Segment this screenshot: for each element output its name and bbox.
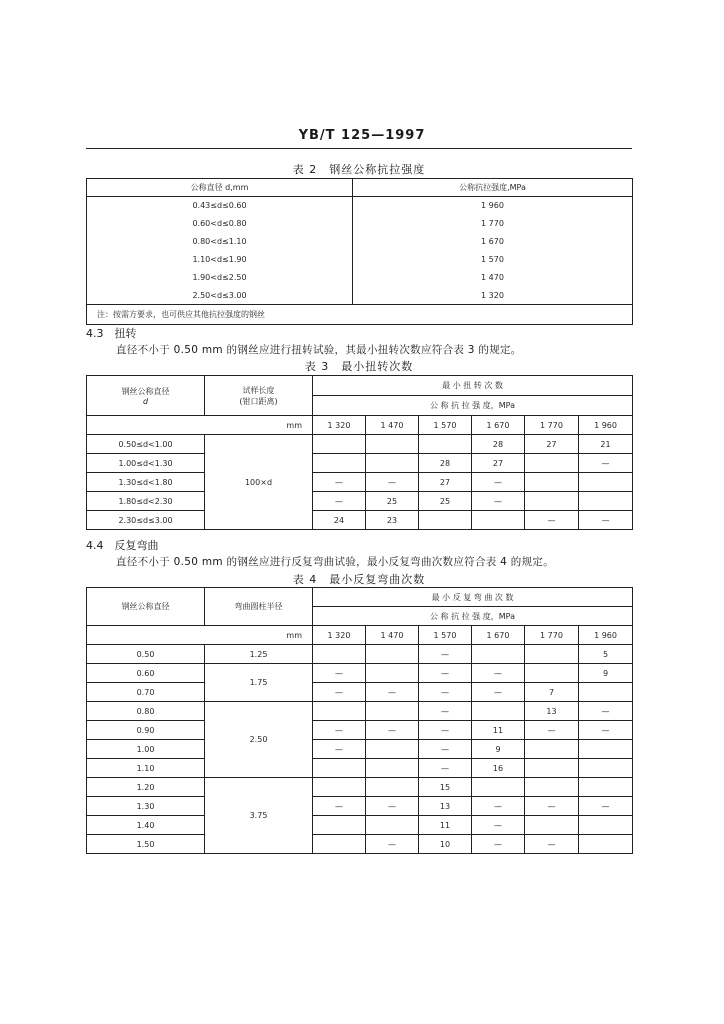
table2-header-diameter: 公称直径 d,mm [87,179,353,197]
table4-cell [579,835,633,854]
table4-cell: — [366,835,419,854]
table4-cell [472,778,525,797]
table3-header-length-label: 试样长度 [242,385,275,395]
table4-cell: — [313,664,366,683]
table4-cell: — [419,645,472,664]
table4-caption: 表 4 最小反复弯曲次数 [292,573,426,586]
table4-cell [313,816,366,835]
table4-cell [472,702,525,721]
table4-cell: 10 [419,835,472,854]
table4-cell [579,683,633,702]
table3-header-diameter-symbol: d [142,396,149,406]
table4-cell: — [313,721,366,740]
table4-header-subgroup: 公 称 抗 拉 强 度，MPa [313,607,633,626]
table3-cell [525,473,579,492]
table4-cell [313,702,366,721]
table2-cell: 2.50<d≤3.00 [87,287,353,305]
table4-cell: — [472,797,525,816]
table4-cell: — [366,721,419,740]
table4-cell: 11 [419,816,472,835]
table2-cell: 1.90<d≤2.50 [87,269,353,287]
table3-cell: 25 [366,492,419,511]
table4-cell: 11 [472,721,525,740]
table2-cell: 0.80<d≤1.10 [87,233,353,251]
table4-cell [366,740,419,759]
table4-cell: 9 [472,740,525,759]
table4-cell: — [313,797,366,816]
table3-header-diameter-label: 钢丝公称直径 [121,386,170,396]
table4-diameter: 1.30 [87,797,205,816]
table3-cell [579,473,633,492]
table4-radius: 3.75 [205,778,313,854]
table2-caption: 表 2 钢丝公称抗拉强度 [292,163,426,176]
table3-cell [419,435,472,454]
table4-header-group: 最 小 反 复 弯 曲 次 数 [313,588,633,607]
table4-cell: — [419,683,472,702]
table4-cell [525,816,579,835]
table3-cell: — [472,473,525,492]
table4-cell [313,645,366,664]
table4-cell [525,664,579,683]
table4-diameter: 0.90 [87,721,205,740]
table3-strength: 1 670 [472,416,525,435]
table3-cell: 27 [525,435,579,454]
table3-cell [366,435,419,454]
table4-diameter: 1.00 [87,740,205,759]
table2-cell: 1 770 [353,215,633,233]
table4-cell: — [472,683,525,702]
table3-cell: 23 [366,511,419,530]
table4-diameter: 1.20 [87,778,205,797]
table4-radius: 1.75 [205,664,313,702]
table3-cell: — [579,454,633,473]
table4-cell [313,759,366,778]
table3-cell [313,435,366,454]
table3-unit: mm [87,416,313,435]
table2-header-strength: 公称抗拉强度,MPa [353,179,633,197]
table2-note: 注：按需方要求，也可供应其他抗拉强度的钢丝 [87,305,633,325]
section-4-3-title: 4.3 扭转 [86,327,137,340]
table2-cell: 1 470 [353,269,633,287]
table4-diameter: 1.40 [87,816,205,835]
table3-diameter: 2.30≤d≤3.00 [87,511,205,530]
table3-cell [472,511,525,530]
table3-header-subgroup: 公 称 抗 拉 强 度，MPa [313,396,633,416]
table4-cell [366,702,419,721]
table2-cell: 1 320 [353,287,633,305]
table3-cell [579,492,633,511]
table4-cell: — [419,740,472,759]
table4-cell [366,664,419,683]
table4-cell [525,645,579,664]
table3-strength: 1 770 [525,416,579,435]
table3-cell: 21 [579,435,633,454]
table4-cell [579,778,633,797]
table4-cell: — [472,664,525,683]
table3-cell: 25 [419,492,472,511]
table3-diameter: 1.00≤d<1.30 [87,454,205,473]
table4-cell: 5 [579,645,633,664]
table4-diameter: 0.80 [87,702,205,721]
table4-diameter: 0.50 [87,645,205,664]
table4-cell: — [313,740,366,759]
section-4-3-text: 直径不小于 0.50 mm 的钢丝应进行扭转试验，其最小扭转次数应符合表 3 的规定。 [116,344,522,356]
table4-cell [313,835,366,854]
section-4-4-text: 直径不小于 0.50 mm 的钢丝应进行反复弯曲试验，最小反复弯曲次数应符合表 4 的规定。 [116,556,555,568]
table4-cell: — [472,835,525,854]
table4-strength: 1 960 [579,626,633,645]
table4-diameter: 0.70 [87,683,205,702]
table4-radius: 2.50 [205,702,313,778]
table4-diameter: 1.10 [87,759,205,778]
table3-cell: — [579,511,633,530]
table2-cell: 1 670 [353,233,633,251]
table2-cell: 0.43≤d≤0.60 [87,197,353,215]
table4-diameter: 0.60 [87,664,205,683]
table2-cell: 1 570 [353,251,633,269]
table4-cell [366,778,419,797]
table4-cell [313,778,366,797]
table4-cell [579,816,633,835]
table3-cell [525,492,579,511]
table3-cell: — [525,511,579,530]
table4-cell [366,816,419,835]
table3-strength: 1 470 [366,416,419,435]
table4-cell: — [579,721,633,740]
table4-diameter: 1.50 [87,835,205,854]
table3-cell: 27 [419,473,472,492]
table3-header-length-note: (钳口距离) [239,396,278,406]
table4-cell [579,759,633,778]
table4-cell: — [525,721,579,740]
table3-diameter: 1.80≤d<2.30 [87,492,205,511]
table4-cell [579,740,633,759]
table4-cell [366,759,419,778]
table4-radius: 1.25 [205,645,313,664]
table4-cell: — [419,702,472,721]
table4-cell: — [525,835,579,854]
table3-length: 100×d [205,435,313,530]
table3-cell [313,454,366,473]
table4-cell: — [419,721,472,740]
table3-cell: — [313,492,366,511]
table4-cell: — [419,664,472,683]
table3-cell: — [313,473,366,492]
table4-strength: 1 320 [313,626,366,645]
table3-strength: 1 960 [579,416,633,435]
table4-cell: — [579,797,633,816]
page-header: YB/T 125—1997 [298,128,426,143]
table4-cell: — [366,797,419,816]
table3-cell [366,454,419,473]
table4-strength: 1 570 [419,626,472,645]
table4-cell: 16 [472,759,525,778]
table3-cell: 24 [313,511,366,530]
table4-cell: 9 [579,664,633,683]
table4-cell: — [366,683,419,702]
table3 [86,375,633,530]
table3-strength: 1 570 [419,416,472,435]
table4-cell: — [579,702,633,721]
table4-cell: — [313,683,366,702]
table3-header-diameter [87,376,205,416]
table3-diameter: 0.50≤d<1.00 [87,435,205,454]
table2-cell: 1.10<d≤1.90 [87,251,353,269]
table4-cell: 13 [525,702,579,721]
table4-header-radius: 弯曲圆柱半径 [205,588,313,626]
table4-cell: — [525,797,579,816]
table4-cell [525,759,579,778]
table3-cell: — [472,492,525,511]
section-4-4-title: 4.4 反复弯曲 [86,539,159,552]
table2-cell: 0.60<d≤0.80 [87,215,353,233]
table4-cell: 13 [419,797,472,816]
table3-cell: 28 [419,454,472,473]
table3-cell: — [366,473,419,492]
table3-caption: 表 3 最小扭转次数 [304,360,414,373]
table3-cell: 28 [472,435,525,454]
table4 [86,587,633,854]
table2-cell: 1 960 [353,197,633,215]
table4-header-diameter: 钢丝公称直径 [87,588,205,626]
table4-strength: 1 770 [525,626,579,645]
table3-header-length [205,376,313,416]
table4-cell: 7 [525,683,579,702]
table3-strength: 1 320 [313,416,366,435]
table3-cell [525,454,579,473]
table4-cell: 15 [419,778,472,797]
table4-cell [525,778,579,797]
table4-unit: mm [87,626,313,645]
table3-cell: 27 [472,454,525,473]
table4-cell: — [419,759,472,778]
table2 [86,178,633,325]
table3-cell [419,511,472,530]
header-rule [86,148,632,149]
table4-cell [366,645,419,664]
table4-cell [525,740,579,759]
table4-cell [472,645,525,664]
table3-header-group: 最 小 扭 转 次 数 [313,376,633,396]
table3-diameter: 1.30≤d<1.80 [87,473,205,492]
table4-cell: — [472,816,525,835]
table4-strength: 1 670 [472,626,525,645]
table4-strength: 1 470 [366,626,419,645]
